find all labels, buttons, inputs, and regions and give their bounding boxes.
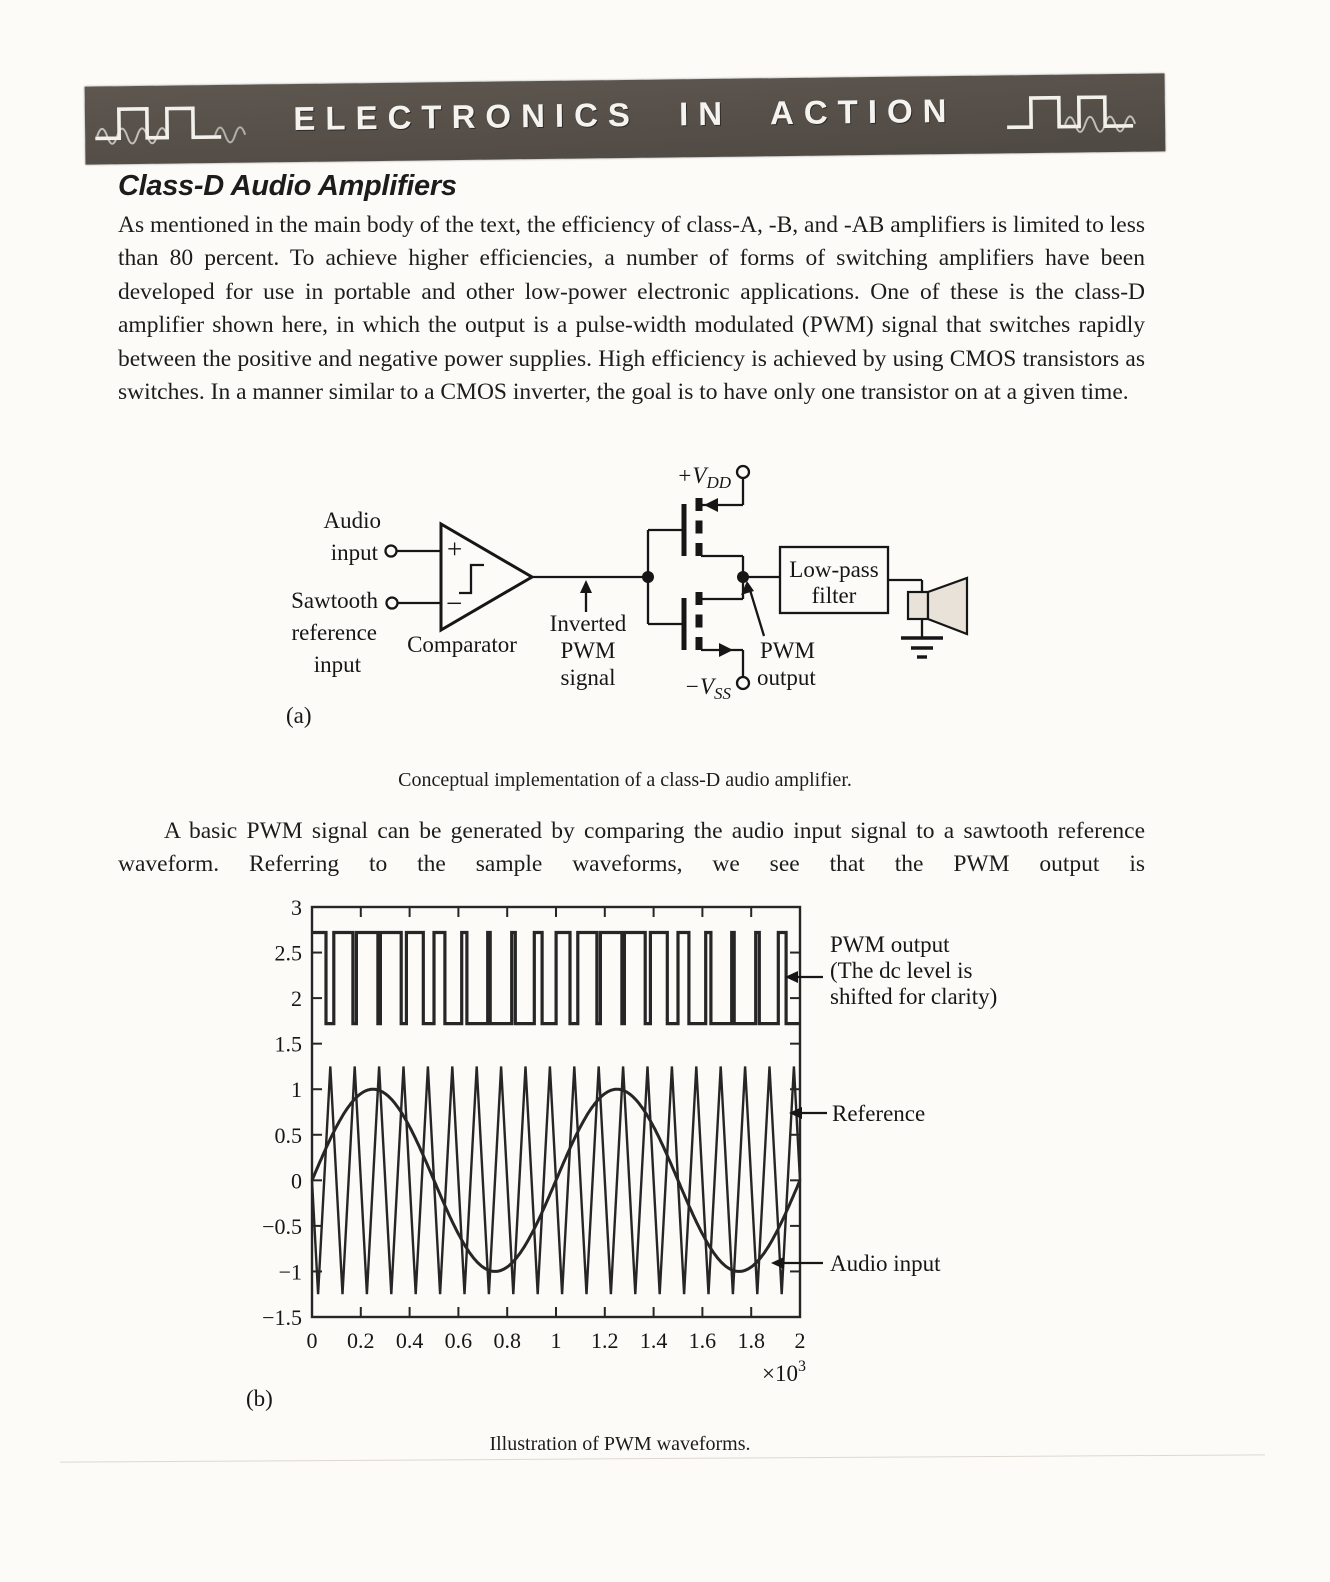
- paragraph-2: A basic PWM signal can be generated by comparing the audio input signal to a sawtooth reference waveform. Referring to the sample waveforms, we see that the PWM output is: [118, 818, 1145, 878]
- vss-label: −VSS: [684, 674, 731, 703]
- banner: [85, 73, 1166, 164]
- x-tick-label: 1.4: [639, 1328, 668, 1353]
- audio-annotation: Audio input: [830, 1251, 941, 1276]
- article-heading: Class-D Audio Amplifiers: [118, 170, 457, 202]
- sawtooth-input-terminal: [387, 598, 398, 609]
- x-tick-label: 1: [550, 1328, 562, 1353]
- lowpass-label-2: filter: [811, 583, 857, 608]
- pwm-output-label-2: output: [757, 665, 816, 690]
- inverted-pwm-label-2: PWM: [560, 638, 616, 663]
- x-tick-label: 0.8: [493, 1328, 521, 1353]
- vdd-label: +VDD: [676, 463, 731, 492]
- pwm-annotation-2: (The dc level is: [830, 958, 973, 983]
- audio-input-terminal: [386, 546, 397, 557]
- y-tick-label: 2.5: [274, 940, 302, 966]
- banner-title: ELECTRONICS IN ACTION: [293, 91, 957, 138]
- x-tick-label: 0: [306, 1328, 318, 1353]
- x-tick-label: 1.8: [737, 1328, 765, 1353]
- audio-input-label-1: Audio: [323, 508, 381, 533]
- x-tick-label: 1.6: [688, 1328, 717, 1353]
- vss-terminal: [737, 677, 749, 689]
- y-tick-label: −1: [278, 1259, 302, 1285]
- y-tick-label: 0.5: [274, 1122, 302, 1148]
- squarewave-icon-right: [937, 82, 1158, 147]
- lowpass-label-1: Low-pass: [789, 557, 879, 582]
- pwm-output-label-1: PWM: [760, 638, 815, 663]
- figure-b-caption: Illustration of PWM waveforms.: [489, 1433, 751, 1455]
- ground-icon: [901, 619, 943, 657]
- reference-annotation: Reference: [832, 1101, 926, 1126]
- pwm-annotation-3: shifted for clarity): [830, 984, 998, 1009]
- hysteresis-step-icon: [459, 565, 484, 593]
- y-tick-label: −0.5: [262, 1213, 302, 1239]
- waveform-pwm: [312, 933, 800, 1024]
- sawtooth-label-3: input: [313, 652, 361, 677]
- y-tick-label: −1.5: [262, 1305, 302, 1330]
- y-tick-label: 1.5: [274, 1031, 302, 1057]
- speaker-icon: [908, 578, 967, 634]
- nmos-transistor: [684, 577, 743, 676]
- plot-area: [262, 895, 805, 1353]
- x-tick-label: 0.6: [444, 1328, 473, 1353]
- figure-a-caption: Conceptual implementation of a class-D audio amplifier.: [398, 769, 852, 791]
- comparator-label: Comparator: [407, 632, 517, 657]
- pwm-annotation-1: PWM output: [830, 932, 950, 957]
- pmos-transistor: [684, 479, 743, 577]
- nmos-source-arrow: [719, 643, 733, 657]
- inverted-pwm-label-1: Inverted: [549, 611, 627, 636]
- inverted-pwm-label-3: signal: [560, 665, 616, 690]
- paragraph-1: As mentioned in the main body of the text, the efficiency of class-A, -B, and -AB amplifiers is limited to less than 80 percent. To achieve higher efficiencies, a number of forms of switching amplifiers have been developed for use in portable and other low-power electronic applications. One of these is the class-D amplifier shown here, in which the output is a pulse-width modulated (PWM) signal that switches rapidly between the positive and negative power supplies. High efficiency is achieved by using CMOS transistors as switches. In a manner similar to a CMOS inverter, the goal is to have only one transistor on at a given time.: [118, 212, 1145, 406]
- y-tick-label: 1: [291, 1077, 302, 1103]
- comparator-plus-sign: +: [447, 534, 463, 564]
- figure-b-tag: (b): [246, 1386, 273, 1411]
- x-tick-label: 0.2: [347, 1328, 375, 1353]
- figure-a-circuit: [270, 450, 980, 740]
- figure-a-tag: (a): [286, 703, 312, 728]
- y-tick-label: 2: [291, 986, 302, 1012]
- x-scale-note: ×103: [762, 1358, 806, 1386]
- x-tick-label: 0.4: [395, 1328, 424, 1353]
- inverted-pwm-arrow: [580, 580, 592, 593]
- audio-input-label-2: input: [330, 540, 378, 565]
- sawtooth-label-2: reference: [291, 620, 377, 645]
- vdd-terminal: [737, 466, 749, 478]
- x-tick-label: 2: [794, 1328, 806, 1353]
- y-tick-label: 0: [291, 1168, 302, 1194]
- figure-b-chart: [230, 888, 1020, 1468]
- x-tick-label: 1.2: [591, 1328, 619, 1353]
- pmos-source-arrow: [704, 498, 718, 512]
- comparator-minus-sign: −: [446, 588, 463, 620]
- audio-annotation-arrow: [771, 1257, 784, 1269]
- y-tick-label: 3: [291, 895, 302, 920]
- sawtooth-label-1: Sawtooth: [291, 588, 378, 613]
